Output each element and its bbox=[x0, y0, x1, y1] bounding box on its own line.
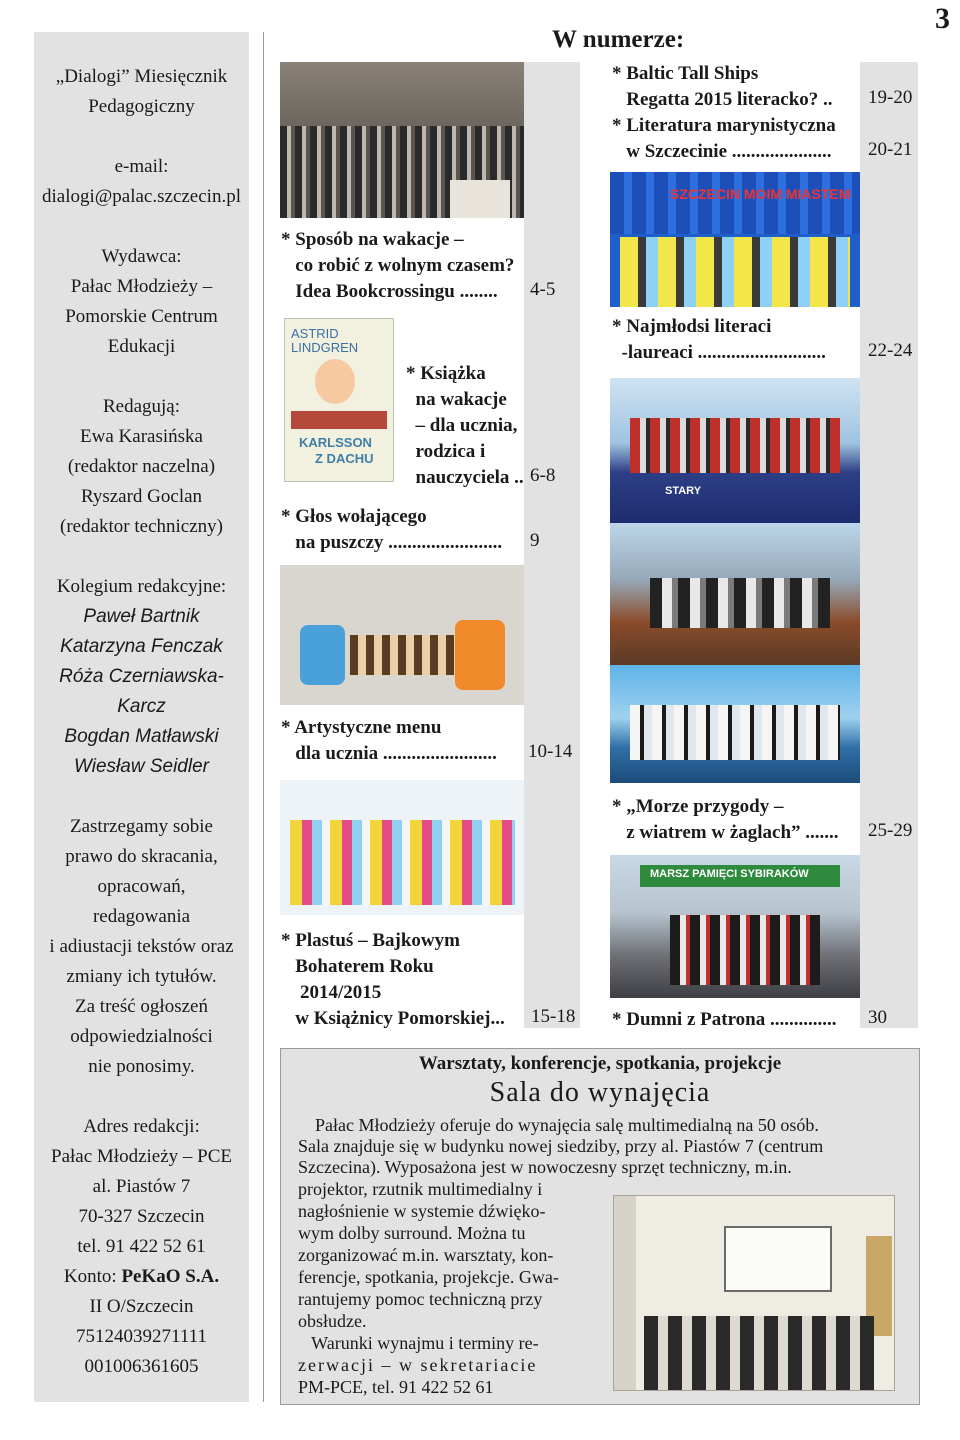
chess-photo bbox=[280, 565, 524, 705]
toc-entry[interactable]: * Głos wołającego na puszczy ........................ bbox=[281, 506, 503, 553]
ad-text-line: nagłośnienie w systemie dźwięko- bbox=[298, 1201, 546, 1221]
ad-subtitle: Warsztaty, konferencje, spotkania, projekcje bbox=[418, 1053, 782, 1074]
ad-text-line: wym dolby surround. Można tu bbox=[298, 1223, 526, 1243]
group-photo bbox=[280, 62, 524, 218]
account-number: 75124039271111 bbox=[76, 1326, 207, 1347]
toc-entry[interactable]: * Najmłodsi literaci -laureaci ........................... bbox=[612, 316, 826, 363]
board-member: Wiesław Seidler bbox=[74, 756, 209, 777]
magazine-subtitle: Pedagogiczny bbox=[88, 96, 195, 117]
disclaimer-line: Za treść ogłoszeń bbox=[75, 996, 208, 1017]
ad-text-line: Sala znajduje się w budynku nowej siedziby, przy al. Piastów 7 (centrum bbox=[298, 1136, 824, 1156]
board-member: Bogdan Matławski bbox=[64, 726, 219, 747]
column-divider bbox=[263, 32, 264, 1402]
publisher-line: Pomorskie Centrum bbox=[65, 306, 218, 327]
toc-entry[interactable]: * Artystyczne menu dla ucznia ........................ bbox=[281, 717, 497, 764]
ad-text-line: Szczecina). Wyposażona jest w nowoczesny sprzęt techniczny, m.in. bbox=[298, 1157, 792, 1177]
bank-account-line bbox=[34, 1262, 249, 1292]
disclaimer-line: redagowania bbox=[92, 906, 191, 927]
toc-entry[interactable]: * Baltic Tall Ships Regatta 2015 literacko? .. bbox=[612, 63, 833, 110]
ad-text-line: PM-PCE, tel. 91 422 52 61 bbox=[298, 1377, 494, 1397]
toc-page-number: 25-29 bbox=[868, 820, 913, 841]
toc-page-number: 15-18 bbox=[531, 1006, 576, 1027]
conference-room-photo bbox=[613, 1195, 895, 1391]
toc-entry[interactable]: * Plastuś – Bajkowym Bohaterem Roku 2014/2015 w Książnicy Pomorskiej... bbox=[281, 930, 505, 1029]
book-author: ASTRID LINDGREN bbox=[291, 326, 359, 355]
toc-entry[interactable]: * Dumni z Patrona .............. bbox=[612, 1009, 837, 1030]
disclaimer-line: odpowiedzialności bbox=[70, 1026, 213, 1047]
costume-children-photo bbox=[280, 780, 524, 915]
disclaimer-line: nie ponosimy. bbox=[88, 1056, 195, 1077]
disclaimer-line: i adiustacji tekstów oraz bbox=[49, 936, 234, 957]
board-member: Katarzyna Fenczak bbox=[60, 636, 223, 657]
toc-page-number: 4-5 bbox=[530, 279, 556, 300]
ad-text-line: ferencje, spotkania, projekcje. Gwa- bbox=[298, 1267, 559, 1287]
editor-name: Ryszard Goclan bbox=[80, 486, 203, 507]
book-cover-image bbox=[284, 318, 394, 482]
page-number: 3 bbox=[935, 2, 950, 35]
board-member: Róża Czerniawska- bbox=[59, 666, 224, 687]
masthead-sidebar bbox=[34, 32, 249, 1402]
stage-banner: SZCZECIN MOIM MIASTEM bbox=[670, 186, 851, 202]
account-number: 001006361605 bbox=[84, 1356, 199, 1377]
publisher-line: Edukacji bbox=[107, 336, 176, 357]
projection-screen bbox=[724, 1226, 832, 1292]
toc-page-number: 19-20 bbox=[868, 87, 913, 108]
toc-page-number: 30 bbox=[868, 1007, 887, 1028]
sailors-dance-photo bbox=[610, 665, 860, 783]
sailing-ship-photo bbox=[610, 378, 860, 523]
address-line: tel. 91 422 52 61 bbox=[77, 1236, 206, 1257]
book-title: KARLSSON bbox=[299, 435, 372, 450]
disclaimer-line: zmiany ich tytułów. bbox=[66, 966, 217, 987]
toc-heading: W numerze: bbox=[552, 26, 685, 53]
ad-text-line: rantujemy pomoc techniczną przy bbox=[298, 1289, 543, 1309]
account-label: Konto: bbox=[63, 1266, 122, 1287]
board-label: Kolegium redakcyjne: bbox=[56, 576, 227, 597]
ad-text-line: zerwacji – w sekretariacie bbox=[298, 1355, 538, 1375]
ad-title: Sala do wynajęcia bbox=[489, 1077, 711, 1108]
editors-label: Redagują: bbox=[102, 396, 181, 417]
editor-role: (redaktor techniczny) bbox=[60, 516, 223, 537]
disclaimer-line: Zastrzegamy sobie bbox=[70, 816, 213, 837]
editor-name: Ewa Karasińska bbox=[80, 426, 203, 447]
ad-text-line: zorganizować m.in. warsztaty, kon- bbox=[298, 1245, 554, 1265]
publisher-label: Wydawca: bbox=[101, 246, 182, 267]
board-member: Karcz bbox=[117, 696, 166, 717]
memorial-march-photo bbox=[610, 855, 860, 998]
toc-page-number: 10-14 bbox=[528, 741, 573, 762]
board-member: Paweł Bartnik bbox=[83, 606, 200, 627]
editor-role: (redaktor naczelna) bbox=[67, 456, 216, 477]
publisher-line: Pałac Młodzieży – bbox=[70, 276, 213, 297]
toc-page-number: 6-8 bbox=[530, 465, 556, 486]
ad-text-line: Pałac Młodzieży oferuje do wynajęcia salę multimedialną na 50 osób. bbox=[315, 1115, 819, 1135]
toc-entry[interactable]: * Sposób na wakacje – co robić z wolnym czasem? Idea Bookcrossingu ........ bbox=[281, 229, 515, 302]
address-line: 70-327 Szczecin bbox=[78, 1206, 205, 1227]
address-label: Adres redakcji: bbox=[83, 1116, 200, 1137]
book-title: Z DACHU bbox=[315, 451, 374, 466]
toc-page-number: 22-24 bbox=[868, 340, 913, 361]
bank-name: PeKaO S.A. bbox=[121, 1266, 220, 1287]
school-stage-photo bbox=[610, 172, 860, 307]
toc-page-number: 20-21 bbox=[868, 139, 913, 160]
disclaimer-line: prawo do skracania, bbox=[65, 846, 218, 867]
ship-name: STARY bbox=[665, 485, 702, 497]
toc-page-number: 9 bbox=[530, 530, 540, 551]
bank-branch: II O/Szczecin bbox=[89, 1296, 194, 1317]
ship-deck-photo bbox=[610, 523, 860, 665]
disclaimer-line: opracowań, bbox=[97, 876, 186, 897]
ad-text-line: Warunki wynajmu i terminy re- bbox=[298, 1333, 539, 1353]
room-rental-ad bbox=[280, 1048, 920, 1405]
address-line: al. Piastów 7 bbox=[92, 1176, 191, 1197]
march-banner: MARSZ PAMIĘCI SYBIRAKÓW bbox=[650, 868, 809, 880]
ad-text-line: projektor, rzutnik multimedialny i bbox=[298, 1179, 543, 1199]
toc-entry[interactable]: * Książka na wakacje – dla ucznia, rodzica i nauczyciela .. bbox=[406, 363, 524, 488]
email-address[interactable]: dialogi@palac.szczecin.pl bbox=[42, 186, 241, 207]
address-line: Pałac Młodzieży – PCE bbox=[51, 1146, 232, 1167]
toc-entry[interactable]: * Literatura marynistyczna w Szczecinie ..................... bbox=[612, 115, 836, 162]
toc-column-background bbox=[860, 62, 918, 1028]
toc-entry[interactable]: * „Morze przygody – z wiatrem w żaglach” ....... bbox=[612, 796, 839, 843]
magazine-title: „Dialogi” Miesięcznik bbox=[55, 66, 228, 87]
ad-text-line: obsłudze. bbox=[298, 1311, 367, 1331]
email-label: e-mail: bbox=[114, 156, 169, 177]
